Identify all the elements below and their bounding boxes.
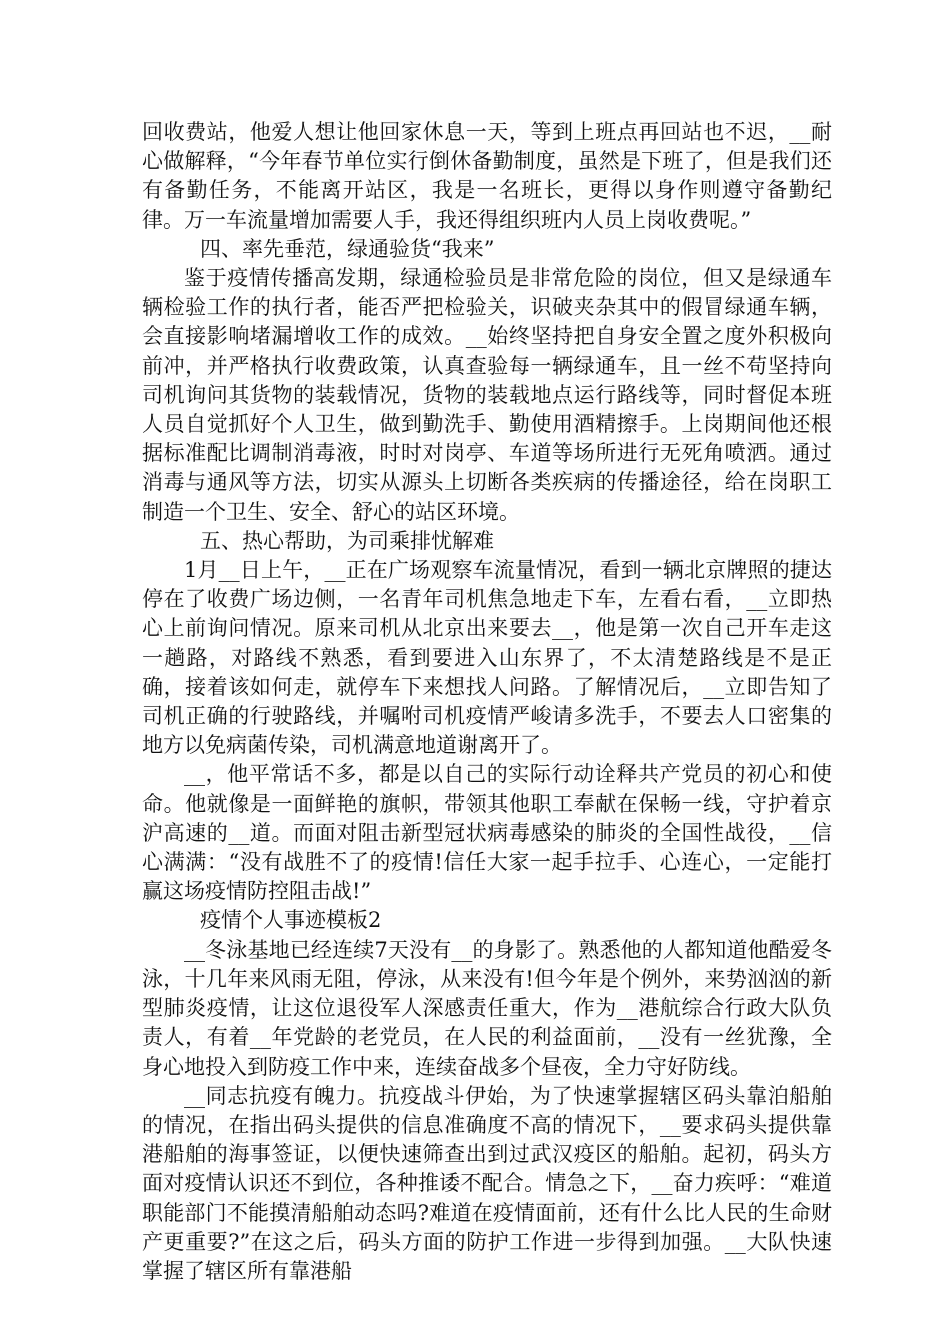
section-heading-4: 四、率先垂范，绿通验货“我来” <box>200 236 495 261</box>
paragraph-anti-epidemic: __同志抗疫有魄力。抗疫战斗伊始，为了快速掌握辖区码头靠泊船舶的情况，在指出码头提供的信息准确度不高的情况下，__要求码头提供靠港船舶的海事签证，以便快速筛查出到过武汉疫区的船舶。起初，码头方面对疫情认识还不到位，各种推诿不配合。情急之下，__奋力疾呼：“难道职能部门不能摸清船舶动态吗?难道在疫情面前，还有什么比人民的生命财产更重要?”在这之后，码头方面的防护工作进一步得到加强。__大队快速掌握了辖区所有靠港船 <box>142 1083 832 1283</box>
paragraph-helping-driver: 1月__日上午，__正在广场观察车流量情况，看到一辆北京牌照的捷达停在了收费广场边侧，一名青年司机焦急地走下车，左看右看，__立即热心上前询问情况。原来司机从北京出来要去__，他是第一次自己开车走这一趟路，对路线不熟悉，看到要进入山东界了，不太清楚路线是不是正确，接着该如何走，就停车下来想找人问路。了解情况后，__立即告知了司机正确的行驶路线，并嘱咐司机疫情严峻请多洗手，不要去人口密集的地方以免病菌传染，司机满意地道谢离开了。 <box>142 558 832 758</box>
paragraph-continuation: 回收费站，他爱人想让他回家休息一天，等到上班点再回站也不迟，__耐心做解释，“今年春节单位实行倒休备勤制度，虽然是下班了，但是我们还有备勤任务，不能离开站区，我是一名班长，更得以身作则遵守备勤纪律。万一车流量增加需要人手，我还得组织班内人员上岗收费呢。” <box>142 120 832 232</box>
paragraph-winter-swim: __冬泳基地已经连续7天没有__的身影了。熟悉他的人都知道他酷爱冬泳，十几年来风雨无阻，停泳，从来没有!但今年是个例外，来势汹汹的新型肺炎疫情，让这位退役军人深感责任重大，作为__港航综合行政大队负责人，有着__年党龄的老党员，在人民的利益面前，__没有一丝犹豫，全身心地投入到防疫工作中来，连续奋战多个昼夜，全力守好防线。 <box>142 937 832 1079</box>
template-2-title: 疫情个人事迹模板2 <box>200 908 382 933</box>
paragraph-party-member: __，他平常话不多，都是以自己的实际行动诠释共产党员的初心和使命。他就像是一面鲜艳的旗帜，带领其他职工奉献在保畅一线，守护着京沪高速的__道。而面对阻击新型冠状病毒感染的肺炎的全国性战役，__信心满满：“没有战胜不了的疫情!信任大家一起手拉手、心连心，一定能打赢这场疫情防控阻击战!” <box>142 762 832 904</box>
paragraph-green-channel: 鉴于疫情传播高发期，绿通检验员是非常危险的岗位，但又是绿通车辆检验工作的执行者，能否严把检验关，识破夹杂其中的假冒绿通车辆，会直接影响堵漏增收工作的成效。__始终坚持把自身安全置之度外积极向前冲，并严格执行收费政策，认真查验每一辆绿通车，且一丝不苟坚持向司机询问其货物的装载情况，货物的装载地点运行路线等，同时督促本班人员自觉抓好个人卫生，做到勤洗手、勤使用酒精擦手。上岗期间他还根据标准配比调制消毒液，时时对岗亭、车道等场所进行无死角喷洒。通过消毒与通风等方法，切实从源头上切断各类疾病的传播途径，给在岗职工制造一个卫生、安全、舒心的站区环境。 <box>142 266 832 524</box>
document-body <box>142 118 832 1286</box>
section-heading-5: 五、热心帮助，为司乘排忧解难 <box>200 528 494 553</box>
